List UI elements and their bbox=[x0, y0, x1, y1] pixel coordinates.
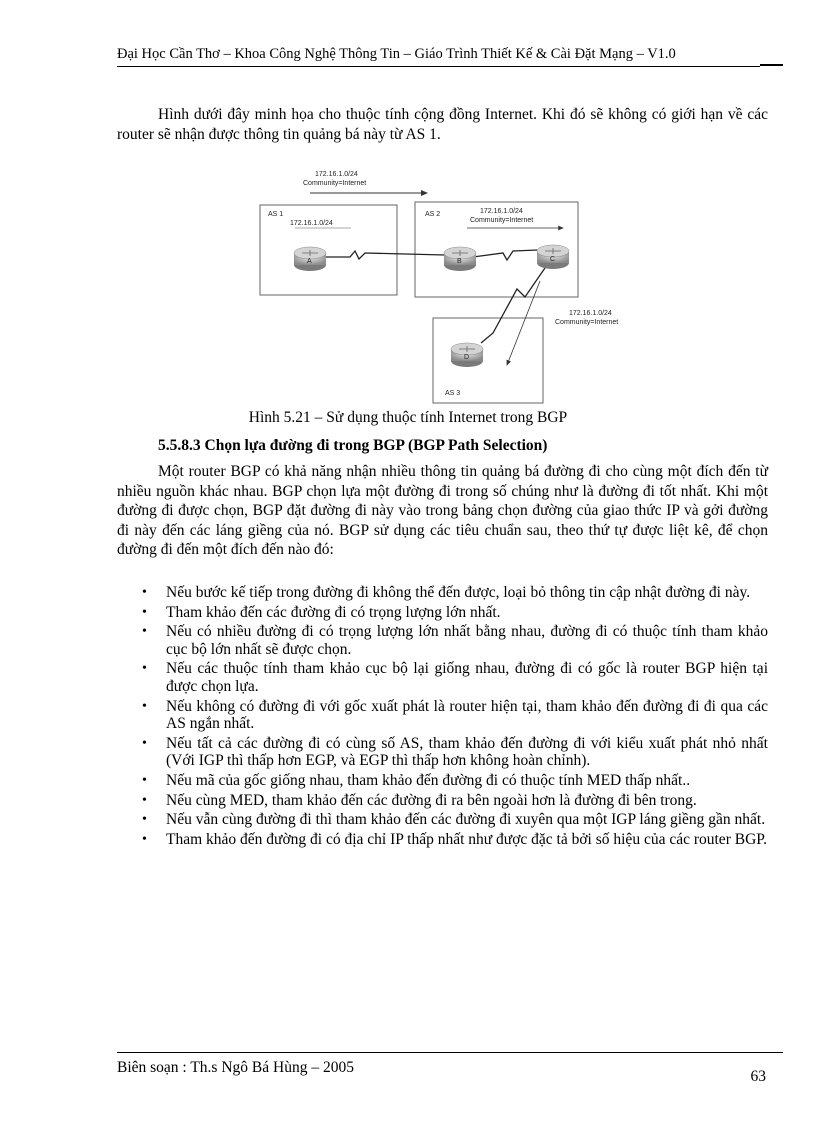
footer-author: Biên soạn : Th.s Ngô Bá Hùng – 2005 bbox=[117, 1059, 354, 1076]
header-rule bbox=[117, 66, 760, 67]
list-item: • Nếu bước kế tiếp trong đường đi không thể đến được, loại bỏ thông tin cập nhật đường đi này. bbox=[142, 584, 751, 601]
figure-caption: Hình 5.21 – Sử dụng thuộc tính Internet trong BGP bbox=[248, 409, 568, 426]
as2-community-label: Community=Internet bbox=[470, 217, 534, 224]
as2-prefix-label: 172.16.1.0/24 bbox=[480, 208, 523, 215]
section-paragraph: Một router BGP có khả năng nhận nhiều thông tin quảng bá đường đi cho cùng một đích đến từ nhiều nguồn khác nhau. BGP chọn lựa một đường đi trong số chúng như là đường đi tốt nhất. Khi một đường đi được chọn, BGP đặt đường đi này vào trong bảng chọn đường của giao thức IP và gởi đường đi này đến các láng giềng của nó. BGP sử dụng các tiêu chuẩn sau, theo thứ tự được liệt kê, để chọn đường đi đến một đích đến nào đó: bbox=[117, 463, 768, 558]
as3-prefix-label: 172.16.1.0/24 bbox=[569, 310, 612, 317]
top-community-label: Community=Internet bbox=[303, 180, 367, 187]
bullet-icon: • bbox=[142, 585, 147, 600]
as2-label: AS 2 bbox=[425, 211, 441, 218]
list-item: • Tham khảo đến các đường đi có trọng lượng lớn nhất. bbox=[142, 603, 501, 621]
router-c-label: C bbox=[550, 256, 556, 263]
link-c-d bbox=[481, 265, 547, 343]
footer-rule bbox=[117, 1052, 783, 1053]
bullet-icon: • bbox=[142, 698, 147, 714]
bullet-icon: • bbox=[142, 772, 147, 788]
top-prefix-label: 172.16.1.0/24 bbox=[315, 171, 358, 178]
header-rule-accent bbox=[760, 64, 783, 66]
bullet-icon: • bbox=[142, 735, 147, 751]
intro-paragraph: Hình dưới đây minh họa cho thuộc tính cộng đồng Internet. Khi đó sẽ không có giới hạn về các router sẽ nhận được thông tin quảng bá này từ AS 1. bbox=[117, 106, 768, 143]
section-heading: 5.5.8.3 Chọn lựa đường đi trong BGP (BGP Path Selection) bbox=[158, 437, 548, 454]
as1-label: AS 1 bbox=[268, 211, 284, 218]
as1-box bbox=[260, 205, 397, 295]
list-item: • Nếu tất cả các đường đi có cùng số AS, tham khảo đến đường đi với kiểu xuất phát nhỏ nhất (Với IGP thì thấp hơn EGP, và EGP thì thấp hơn không hoàn chỉnh). bbox=[142, 734, 768, 770]
list-item: • Nếu có nhiều đường đi có trọng lượng lớn nhất bằng nhau, đường đi có thuộc tính tham khảo cục bộ lớn nhất sẽ được chọn. bbox=[142, 623, 768, 658]
router-d-label: D bbox=[464, 354, 470, 361]
bgp-community-figure bbox=[255, 165, 655, 405]
as3-community-label: Community=Internet bbox=[555, 319, 619, 326]
router-b-label: B bbox=[457, 258, 462, 265]
bullet-icon: • bbox=[142, 624, 147, 640]
bullet-icon: • bbox=[142, 831, 147, 847]
as1-prefix-label: 172.16.1.0/24 bbox=[290, 220, 333, 227]
link-b-c bbox=[473, 250, 538, 260]
criteria-list bbox=[117, 584, 768, 850]
list-item: • Nếu các thuộc tính tham khảo cục bộ lại giống nhau, đường đi có gốc là router BGP hiện tại được chọn lựa. bbox=[142, 660, 768, 695]
list-item: • Nếu cùng MED, tham khảo đến các đường đi ra bên ngoài hơn là đường đi bên trong. bbox=[142, 791, 697, 809]
as3-label: AS 3 bbox=[445, 390, 461, 397]
page-number: 63 bbox=[750, 1068, 766, 1085]
as3-arrow bbox=[507, 281, 540, 365]
page-header: Đại Học Cần Thơ – Khoa Công Nghệ Thông Tin – Giáo Trình Thiết Kế & Cài Đặt Mạng – V1.0 bbox=[117, 46, 676, 62]
link-a-b bbox=[317, 251, 445, 259]
router-a-label: A bbox=[307, 258, 312, 265]
list-item: • Tham khảo đến đường đi có địa chỉ IP thấp nhất như được đặc tả bởi số hiệu của các router BGP. bbox=[142, 830, 768, 848]
list-item: • Nếu mã của gốc giống nhau, tham khảo đến đường đi có thuộc tính MED thấp nhất.. bbox=[142, 771, 691, 789]
bullet-icon: • bbox=[142, 812, 147, 828]
bullet-icon: • bbox=[142, 661, 147, 677]
bullet-icon: • bbox=[142, 792, 147, 808]
bullet-icon: • bbox=[142, 604, 147, 620]
list-item: • Nếu không có đường đi với gốc xuất phát là router hiện tại, tham khảo đến đường đi đi qua các AS ngắn nhất. bbox=[142, 697, 768, 733]
list-item: • Nếu vẫn cùng đường đi thì tham khảo đến các đường đi xuyên qua một IGP láng giềng gần nhất. bbox=[142, 811, 766, 829]
